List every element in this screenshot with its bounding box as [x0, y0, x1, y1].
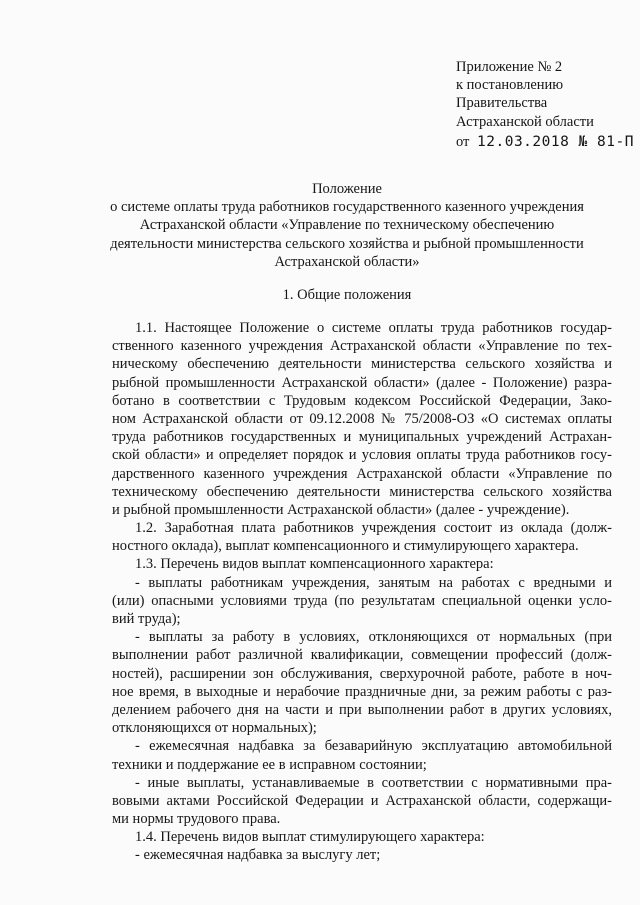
section-heading: 1. Общие положения	[282, 287, 412, 303]
appendix-line-2: к постановлению	[456, 77, 564, 94]
body-line: дарственного казенного учреждения Астраханской области «Управление по	[112, 465, 612, 482]
document-body	[112, 319, 612, 865]
body-line: труда работников государственных и муниципальных учреждений Астрахан-	[112, 429, 612, 446]
body-line: ностей), расширении зон обслуживания, сверхурочной работе, работе в ноч-	[112, 665, 612, 682]
body-line: ми нормы трудового права.	[112, 811, 281, 828]
title-heading: Положение	[312, 181, 382, 197]
body-line: - иные выплаты, устанавливаемые в соответствии с нормативными пра-	[135, 774, 612, 791]
appendix-date-prefix: от	[456, 133, 470, 150]
title-line: Астраханской области «Управление по техническому обеспечению	[139, 217, 555, 234]
appendix-line-1: Приложение № 2	[456, 59, 563, 75]
body-line: ственного казенного учреждения Астраханской области «Управление по тех-	[112, 338, 612, 355]
title-line: Астраханской области»	[274, 253, 420, 270]
title-line: деятельности министерства сельского хозяйства и рыбной промышленности	[110, 235, 584, 252]
appendix-line-3: Правительства	[456, 95, 548, 112]
body-line: ническому обеспечению деятельности министерства сельского хозяйства и	[112, 356, 612, 373]
body-line: ностного оклада), выплат компенсационного и стимулирующего характера.	[112, 538, 579, 555]
body-line: и рыбной промышленности Астраханской области» (далее - учреждение).	[112, 501, 570, 518]
body-line: 1.4. Перечень видов выплат стимулирующего характера:	[135, 829, 485, 846]
body-line: делением рабочего дня на части и при выполнении работ в других условиях,	[112, 701, 612, 718]
body-line: ное время, в выходные и нерабочие праздничные дни, за режим работы с раз-	[112, 683, 612, 700]
body-line: 1.2. Заработная плата работников учреждения состоит из оклада (долж-	[135, 520, 612, 537]
appendix-block	[456, 58, 634, 151]
body-line: ном Астраханской области от 09.12.2008 № 75/2008-ОЗ «О системах оплаты	[112, 410, 612, 427]
appendix-date-value: 12.03.2018 № 81-П	[477, 133, 634, 150]
body-line: вовыми актами Российской Федерации и Астраханской области, содержащи-	[112, 792, 612, 809]
body-line: - выплаты работникам учреждения, занятым на работах с вредными и	[135, 574, 612, 591]
body-line: отклоняющихся от нормальных);	[112, 720, 317, 737]
body-line: 1.3. Перечень видов выплат компенсационного характера:	[135, 556, 494, 573]
appendix-line-4: Астраханской области	[456, 113, 594, 130]
document-title	[80, 180, 614, 271]
body-line: - ежемесячная надбавка за безаварийную эксплуатацию автомобильной	[135, 738, 612, 755]
body-line: - выплаты за работу в условиях, отклоняющихся от нормальных (при	[135, 629, 612, 646]
body-line: ботано в соответствии с Трудовым кодексом Российской Федерации, Зако-	[112, 392, 612, 409]
body-line: (или) опасными условиями труда (по результатам специальной оценки усло-	[112, 592, 612, 609]
body-line: ской области» и определяет порядок и условия оплаты труда работников госу-	[112, 447, 612, 464]
body-line: рыбной промышленности Астраханской области» (далее - Положение) разра-	[112, 374, 612, 391]
body-line: 1.1. Настоящее Положение о системе оплаты труда работников государ-	[135, 320, 612, 336]
body-line: техническому обеспечению деятельности министерства сельского хозяйства	[112, 483, 612, 500]
body-line: выполнении работ различной квалификации, совмещении профессий (долж-	[112, 647, 612, 664]
body-line: вий труда);	[112, 611, 181, 627]
appendix-date-line	[456, 133, 634, 151]
body-line: - ежемесячная надбавка за выслугу лет;	[135, 847, 381, 864]
title-line: о системе оплаты труда работников государственного казенного учреждения	[110, 199, 584, 216]
body-line: техники и поддержание ее в исправном состоянии;	[112, 756, 427, 773]
